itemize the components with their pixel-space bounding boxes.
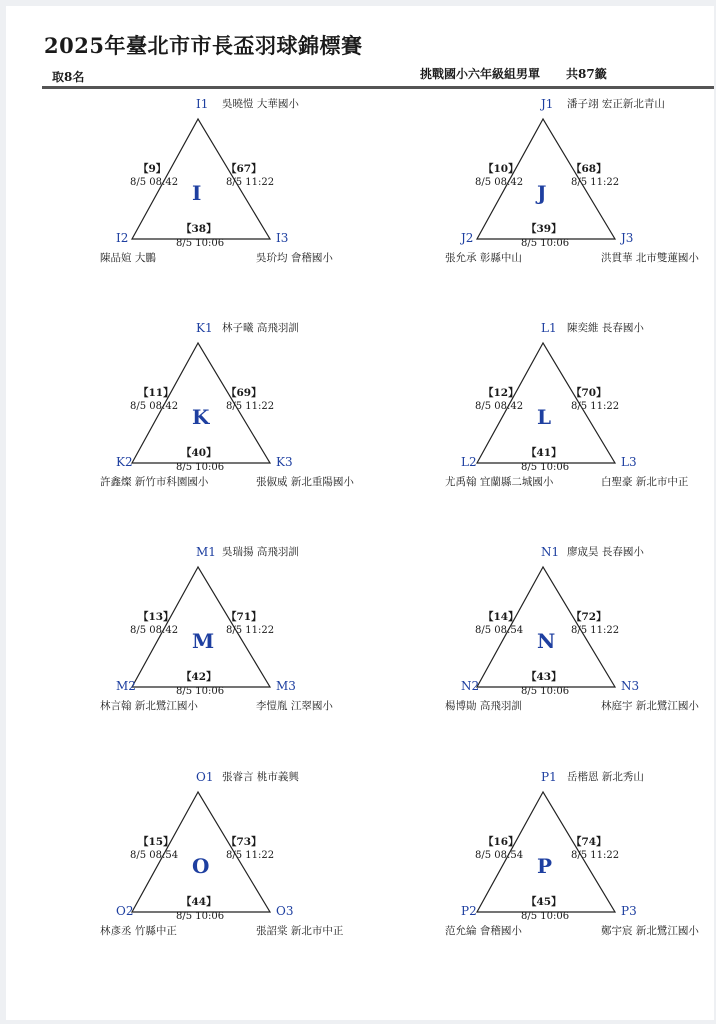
top-position: L1 <box>541 321 557 335</box>
right-player: 白聖豪 新北市中正 <box>601 476 689 488</box>
group-letter: J <box>537 181 547 205</box>
bottom-match-time: 8/5 10:06 <box>521 238 570 249</box>
top-position: O1 <box>196 770 214 784</box>
right-player: 李愷胤 江翠國小 <box>256 700 333 712</box>
group-letter: N <box>537 629 556 653</box>
group-o <box>80 765 344 940</box>
right-position: I3 <box>276 231 289 245</box>
right-player: 張詔棠 新北市中正 <box>256 925 344 937</box>
right-position: N3 <box>621 679 640 693</box>
right-match-time: 8/5 11:22 <box>226 625 275 636</box>
top-player: 吳瑞揚 高飛羽訓 <box>222 546 299 558</box>
left-player: 范允綸 會稽國小 <box>445 925 522 937</box>
left-match-time: 8/5 08:42 <box>475 177 524 188</box>
left-position: J2 <box>461 231 474 245</box>
left-position: L2 <box>461 455 477 469</box>
bottom-match-number: 【41】 <box>526 447 562 459</box>
group-letter: P <box>537 854 553 878</box>
group-n <box>425 540 699 715</box>
left-position: I2 <box>116 231 129 245</box>
right-position: O3 <box>276 904 294 918</box>
right-player: 林庭宇 新北鷺江國小 <box>601 700 699 712</box>
left-match-number: 【16】 <box>483 836 519 848</box>
right-match-time: 8/5 11:22 <box>571 401 620 412</box>
left-player: 林彥丞 竹縣中正 <box>100 925 177 937</box>
right-match-number: 【67】 <box>226 163 262 175</box>
top-player: 張睿言 桃市義興 <box>222 771 299 783</box>
top-player: 吳曉愷 大華國小 <box>222 98 299 110</box>
right-position: L3 <box>621 455 637 469</box>
group-l <box>425 316 689 491</box>
left-match-number: 【13】 <box>138 611 174 623</box>
header-divider <box>42 86 714 89</box>
top-player: 廖宬昊 長春國小 <box>567 546 644 558</box>
bottom-match-time: 8/5 10:06 <box>176 686 225 697</box>
left-match-time: 8/5 08:54 <box>130 850 179 861</box>
left-position: K2 <box>116 455 133 469</box>
group-letter: L <box>537 405 552 429</box>
left-player: 林言翰 新北鷺江國小 <box>100 700 198 712</box>
top-player: 岳楷恩 新北秀山 <box>567 771 644 783</box>
right-match-time: 8/5 11:22 <box>226 401 275 412</box>
group-i <box>80 92 340 267</box>
bottom-match-time: 8/5 10:06 <box>521 686 570 697</box>
right-match-time: 8/5 11:22 <box>226 850 275 861</box>
right-match-time: 8/5 11:22 <box>571 177 620 188</box>
right-position: J3 <box>621 231 634 245</box>
top-position: K1 <box>196 321 213 335</box>
bottom-match-number: 【42】 <box>181 671 217 683</box>
right-player: 吳玠均 會稽國小 <box>256 252 333 264</box>
right-match-number: 【73】 <box>226 836 262 848</box>
group-letter: K <box>192 405 210 429</box>
left-match-number: 【9】 <box>138 163 167 175</box>
right-player: 洪貫華 北市雙蓮國小 <box>601 252 699 264</box>
left-position: M2 <box>116 679 136 693</box>
qualify-quota: 取8名 <box>52 70 85 84</box>
left-player: 許鑫燦 新竹市科園國小 <box>100 476 209 488</box>
lot-count: 共87籤 <box>566 67 607 81</box>
right-player: 鄭宇宸 新北鷺江國小 <box>601 925 699 937</box>
right-position: M3 <box>276 679 296 693</box>
draw-sheet <box>6 6 714 1020</box>
bottom-match-number: 【39】 <box>526 223 562 235</box>
right-player: 張俶威 新北重陽國小 <box>256 476 354 488</box>
group-j <box>425 92 699 267</box>
bottom-match-time: 8/5 10:06 <box>521 462 570 473</box>
bottom-match-number: 【40】 <box>181 447 217 459</box>
top-player: 陳奕維 長春國小 <box>567 322 644 334</box>
group-k <box>80 316 354 491</box>
left-match-number: 【11】 <box>138 387 174 399</box>
right-match-number: 【69】 <box>226 387 262 399</box>
group-letter: I <box>192 181 202 205</box>
left-match-number: 【14】 <box>483 611 519 623</box>
group-p <box>425 765 699 940</box>
left-player: 楊博勛 高飛羽訓 <box>445 700 522 712</box>
right-match-time: 8/5 11:22 <box>571 850 620 861</box>
left-position: N2 <box>461 679 480 693</box>
division-info <box>420 65 633 82</box>
left-match-time: 8/5 08:54 <box>475 850 524 861</box>
top-position: P1 <box>541 770 557 784</box>
top-position: J1 <box>541 97 554 111</box>
right-match-number: 【72】 <box>571 611 607 623</box>
left-player: 張允承 彰縣中山 <box>445 252 522 264</box>
tournament-title: 2025年臺北市市長盃羽球錦標賽 <box>44 33 363 58</box>
right-match-number: 【71】 <box>226 611 262 623</box>
left-match-number: 【10】 <box>483 163 519 175</box>
left-player: 陳品媗 大鵬 <box>100 252 156 264</box>
top-player: 林子曦 高飛羽訓 <box>222 322 299 334</box>
left-match-number: 【15】 <box>138 836 174 848</box>
top-position: M1 <box>196 545 216 559</box>
bottom-match-number: 【45】 <box>526 896 562 908</box>
top-player: 潘子翊 宏正新北青山 <box>567 98 665 110</box>
left-player: 尤禹翰 宜蘭縣二城國小 <box>445 476 554 488</box>
left-match-time: 8/5 08:42 <box>130 177 179 188</box>
right-position: P3 <box>621 904 637 918</box>
bottom-match-time: 8/5 10:06 <box>176 238 225 249</box>
left-match-time: 8/5 08:42 <box>130 625 179 636</box>
bottom-match-number: 【44】 <box>181 896 217 908</box>
bottom-match-number: 【43】 <box>526 671 562 683</box>
right-match-number: 【74】 <box>571 836 607 848</box>
left-match-time: 8/5 08:42 <box>130 401 179 412</box>
group-letter: O <box>192 854 210 878</box>
bottom-match-time: 8/5 10:06 <box>176 911 225 922</box>
right-position: K3 <box>276 455 293 469</box>
left-match-time: 8/5 08:54 <box>475 625 524 636</box>
right-match-number: 【68】 <box>571 163 607 175</box>
top-position: N1 <box>541 545 560 559</box>
left-position: O2 <box>116 904 134 918</box>
left-match-time: 8/5 08:42 <box>475 401 524 412</box>
division-name: 挑戰國小六年級組男單 <box>420 67 541 81</box>
top-position: I1 <box>196 97 209 111</box>
group-m <box>80 540 340 715</box>
bottom-match-time: 8/5 10:06 <box>521 911 570 922</box>
bottom-match-number: 【38】 <box>181 223 217 235</box>
left-match-number: 【12】 <box>483 387 519 399</box>
bottom-match-time: 8/5 10:06 <box>176 462 225 473</box>
left-position: P2 <box>461 904 477 918</box>
right-match-number: 【70】 <box>571 387 607 399</box>
group-letter: M <box>192 629 215 653</box>
right-match-time: 8/5 11:22 <box>226 177 275 188</box>
right-match-time: 8/5 11:22 <box>571 625 620 636</box>
